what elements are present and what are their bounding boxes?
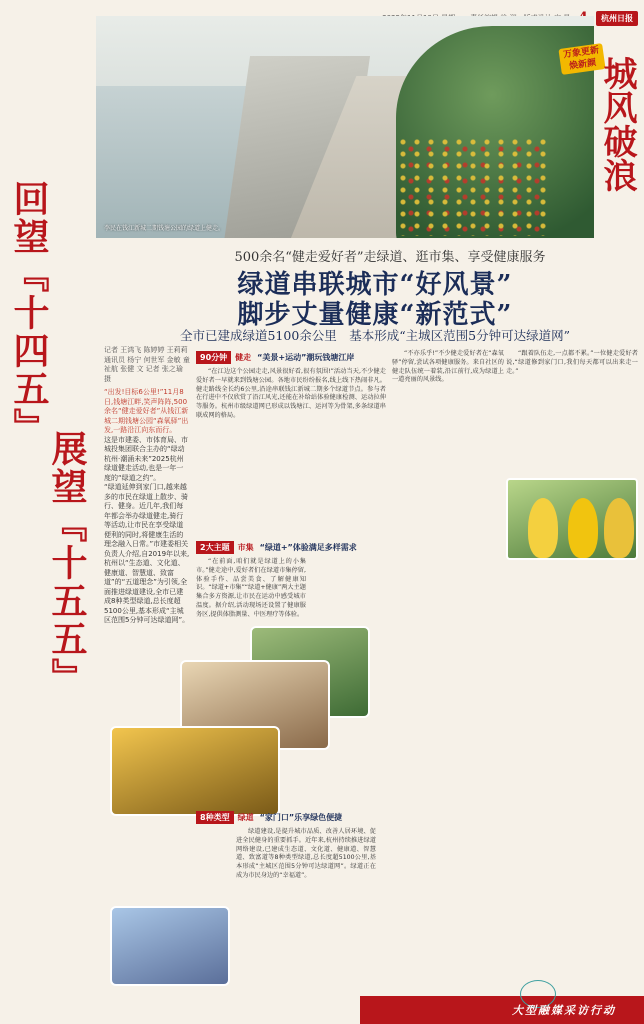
right-photo [506,478,638,560]
footer-slogan: 大型融媒采访行动 [512,1004,616,1017]
section-number: 8种类型 [196,811,234,824]
section-title: “家门口”乐享绿色便捷 [259,812,343,822]
vertical-headline-col1: 回望『十四五』 [8,180,50,446]
kicker: 500余名“健走爱好者”走绿道、逛市集、享受健康服务 [234,250,546,265]
section-number: 2大主题 [196,541,234,554]
section-number: 90分钟 [196,351,231,364]
section-title: “美景+运动”潮玩钱塘江岸 [257,352,355,362]
section-header-1 [196,350,354,364]
photo-person [604,498,634,558]
vertical-headline [8,180,88,700]
paper-name: 杭州日报 [596,11,638,26]
series-tag: 万象更新焕新颜 [558,43,605,75]
right-column [506,350,638,377]
intro-paragraph: “绿道延伸到家门口,越来越多的市民在绿道上散步、骑行、健身。近几年,我们每年都会举办绿道健走,骑行等活动,让市民在享受绿道便利的同时,将健康生活的理念融入日常。”市建委相关负责人介绍,自2019年以来,杭州以“生态道、文化道、健康道、智慧道、致富道”的“五道理念”为引领,全面推进绿道建设,全市已建成8种类型绿道,总长度超5100公里,基本形成“主城区范围5分钟可达绿道网”。 [104,483,190,624]
intro-column [104,346,190,626]
middle-column [392,350,504,386]
photo-person [568,498,598,558]
intro-paragraph: 这是市建委、市体育局、市城投集团联合主办的“绿动杭州·潮涌未来”2025杭州绿道健走活动,也是一年一度的“绿道之约”。 [104,435,188,482]
hero-photo [96,16,594,238]
section-body-2 [196,558,306,621]
headline-line1: 绿道串联城市“好风景” [237,270,513,300]
footer [0,996,644,1024]
body-paragraph: “在前面,咱们就是绿道上的小集市。”健走途中,爱好者们在绿道市集停留,体验手作、品尝美食、了解健康知识。“绿道+市集”“绿道+健康”两大主题集合多方资源,让市民在运动中感受城市温度。据介绍,活动现场还设置了健康服务区,提供体脂测量、中医理疗等体验。 [196,558,306,618]
greenway-photo [110,906,230,986]
body-paragraph: “在江边这个公园走走,风景很好看,很有氛围!”活动当天,不少健走爱好者一早就来到钱塘公园。各地市民纷纷报名,线上线下热闹非凡。健走路线全长约6公里,沿途串联钱江新城二期多个绿道节点。参与者在行进中不仅欣赏了沿江风光,还能在补给站体验健康检测、运动拉伸等服务。杭州市级绿道网已形成以钱塘江、运河等为骨架,多条绿道串联成网的格局。 [196,368,386,419]
series-badge [560,28,640,218]
section-label: 绿道 [237,812,254,822]
section-label: 健走 [235,352,252,362]
body-paragraph: 绿道建设,是提升城市品质、改善人居环境、促进全民健身的重要抓手。近年来,杭州持续推进绿道网络建设,已建成生态道、文化道、健康道、智慧道、致富道等8种类型绿道,总长度超5100公里,基本形成“主城区范围5分钟可达绿道网”。绿道正在成为市民身边的“幸福道”。 [236,828,376,879]
intro-lead: “出发!目标6公里!”11月8日,钱塘江畔,笑声阵阵,500余名“健走爱好者”从钱江新城二期钱塘公园“森氧驿”出发,一路沿江向东而行。 [104,388,189,434]
body-paragraph: “不亦乐乎!”不少健走爱好者在“森氧驿”停留,尝试各项健康服务。来自社区的健走队伍统一着装,沿江前行,成为绿道上一道亮丽的风景线。 [392,350,504,384]
photo-crowd [396,136,546,236]
market-photo-3 [110,726,280,816]
section-header-2 [196,540,357,554]
section-body-1 [196,368,386,422]
subheadline: 全市已建成绿道5100余公里 基本形成“主城区范围5分钟可达绿道网” [179,328,571,343]
series-title: 城风破浪 [597,56,637,192]
body-paragraph: “跟着队伍走,一点都不累。”一位健走爱好者说,“绿道修到家门口,我们每天都可以出来走一走。” [506,350,638,375]
section-title: “绿道+”体验满足多样需求 [259,542,357,552]
vertical-headline-col2: 展望『十五五』 [46,430,88,696]
section-header-3 [196,810,342,824]
section-label: 市集 [237,542,254,552]
headline-line2: 脚步丈量健康“新范式” [237,300,513,330]
photo-caption: 李民在钱江新城二期钱塘公园的绿道上健走。 [104,225,225,232]
photo-person [528,498,558,558]
section-body-3 [236,828,376,882]
byline: 记者 王鸿飞 陈婷婷 王莉莉 通讯员 杨宁 何世军 金敏 童祉航 张健 文 记者 张之瑜 摄 [104,346,190,383]
